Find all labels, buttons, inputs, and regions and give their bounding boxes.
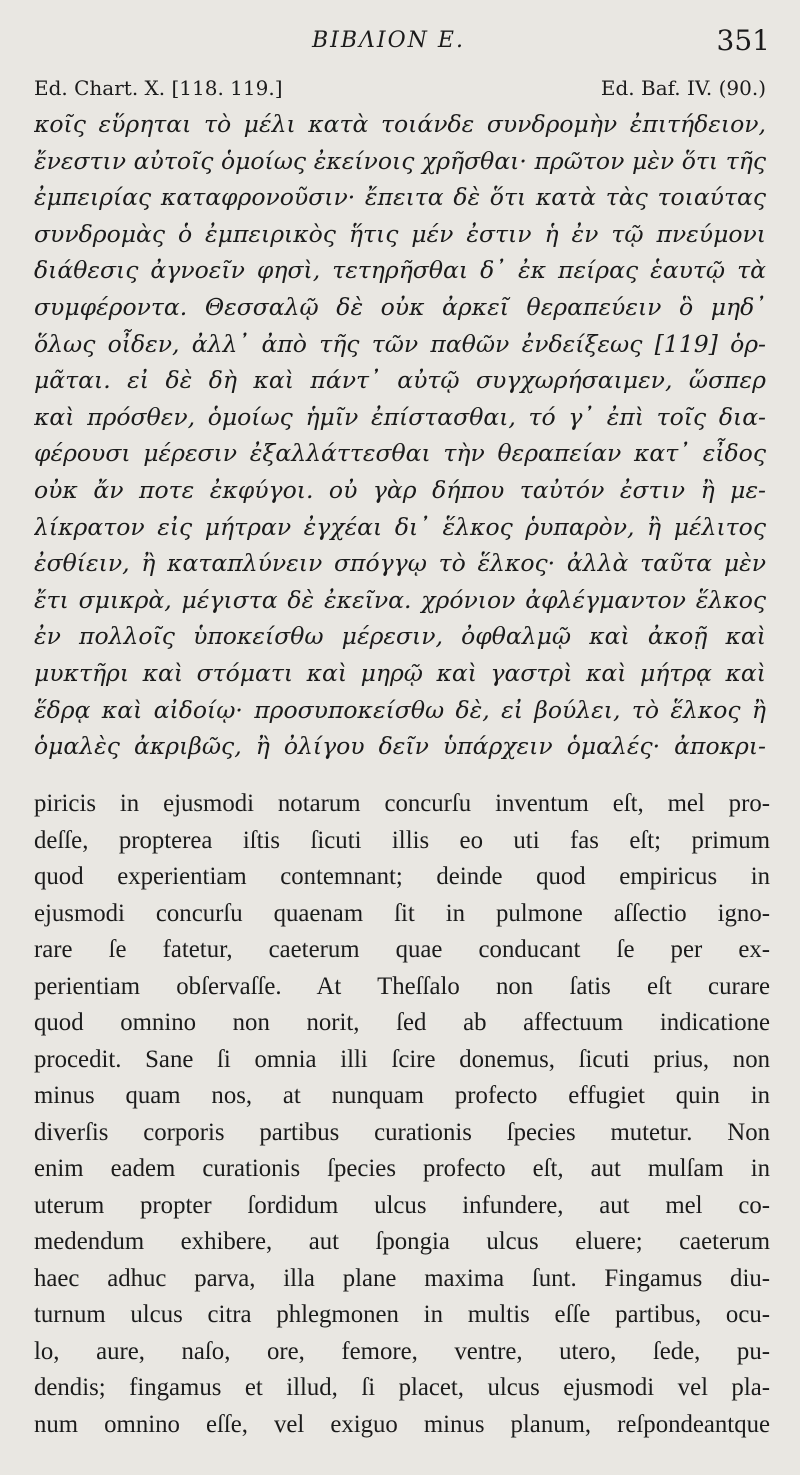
latin-line: enim eadem curationis ſpecies profecto eſt, aut mulſam in bbox=[34, 1155, 770, 1182]
latin-line: procedit. Sane ſi omnia illi ſcire donemus, ſicuti prius, non bbox=[34, 1045, 770, 1073]
greek-line: ἐμπειρίας καταφρονοῦσιν· ἔπειτα δὲ ὅτι κατὰ τὰς τοιαύτας bbox=[34, 183, 766, 212]
running-head bbox=[0, 24, 800, 62]
latin-line: diverſis corporis partibus curationis ſpecies mutetur. Non bbox=[34, 1118, 770, 1146]
greek-line: διάθεσις ἀγνοεῖν φησὶ, τετηρῆσθαι δ᾽ ἐκ πείρας ἑαυτῷ τὰ bbox=[34, 256, 766, 285]
greek-line: μᾶται. εἰ δὲ δὴ καὶ πάντ᾽ αὐτῷ συγχωρήσαιμεν, ὥσπερ bbox=[34, 366, 766, 395]
greek-line: οὐκ ἄν ποτε ἐκφύγοι. οὐ γὰρ δήπου ταὐτόν ἐστιν ἢ με- bbox=[34, 475, 766, 504]
latin-line: rare ſe fatetur, caeterum quae conducant ſe per ex- bbox=[34, 936, 770, 963]
latin-line: haec adhuc parva, illa plane maxima ſunt. Fingamus diu- bbox=[34, 1264, 770, 1292]
basel-edition-reference: Ed. Baf. IV. (90.) bbox=[600, 76, 766, 100]
greek-line: φέρουσι μέρεσιν ἐξαλλάττεσθαι τὴν θεραπείαν κατ᾽ εἶδος bbox=[34, 439, 766, 468]
latin-line: perientiam obſervaſſe. At Theſſalo non ſatis eſt curare bbox=[34, 972, 770, 1000]
greek-line: κοῖς εὕρηται τὸ μέλι κατὰ τοιάνδε συνδρομὴν ἐπιτήδειον, bbox=[34, 110, 766, 138]
greek-line: μυκτῆρι καὶ στόματι καὶ μηρῷ καὶ γαστρὶ καὶ μήτρᾳ καὶ bbox=[34, 658, 766, 687]
running-title: BIBΛΙΟΝ Ε. bbox=[312, 28, 465, 53]
greek-line: ἐσθίειν, ἢ καταπλύνειν σπόγγῳ τὸ ἕλκος· ἀλλὰ ταῦτα μὲν bbox=[34, 549, 766, 578]
latin-line: turnum ulcus citra phlegmonen in multis eſſe partibus, ocu- bbox=[34, 1301, 770, 1328]
greek-line: ἐν πολλοῖς ὑποκείσθω μέρεσιν, ὀφθαλμῷ καὶ ἀκοῇ καὶ bbox=[34, 622, 766, 651]
edition-references bbox=[34, 76, 766, 104]
greek-line: ἔνεστιν αὐτοῖς ὁμοίως ἐκείνοις χρῆσθαι· πρῶτον μὲν ὅτι τῆς bbox=[34, 146, 766, 175]
latin-line: minus quam nos, at nunquam profecto effugiet quin in bbox=[34, 1082, 770, 1109]
greek-line: συμφέροντα. Θεσσαλῷ δὲ οὐκ ἀρκεῖ θεραπεύειν ὃ μηδ᾽ bbox=[34, 292, 766, 321]
greek-text-block bbox=[34, 106, 766, 765]
latin-line: deſſe, propterea iſtis ſicuti illis eo uti fas eſt; primum bbox=[34, 826, 770, 854]
greek-line: καὶ πρόσθεν, ὁμοίως ἡμῖν ἐπίστασθαι, τό γ᾽ ἐπὶ τοῖς δια- bbox=[34, 402, 766, 431]
greek-line: ὁμαλὲς ἀκριβῶς, ἢ ὀλίγου δεῖν ὑπάρχειν ὁμαλές· ἀποκρι- bbox=[34, 732, 766, 761]
latin-line: uterum propter ſordidum ulcus infundere, aut mel co- bbox=[34, 1191, 770, 1219]
latin-line: num omnino eſſe, vel exiguo minus planum, reſpondeantque bbox=[34, 1410, 770, 1438]
latin-line: lo, aure, naſo, ore, femore, ventre, utero, ſede, pu- bbox=[34, 1337, 770, 1365]
greek-line: ὅλως οἶδεν, ἀλλ᾽ ἀπὸ τῆς τῶν παθῶν ἐνδείξεως [119] ὁρ- bbox=[34, 329, 766, 358]
page-number: 351 bbox=[716, 24, 770, 57]
latin-line: quod omnino non norit, ſed ab affectuum indicatione bbox=[34, 1009, 770, 1036]
latin-text-block bbox=[34, 786, 770, 1443]
greek-line: λίκρατον εἰς μήτραν ἐγχέαι δι᾽ ἕλκος ῥυπαρὸν, ἢ μέλιτος bbox=[34, 512, 766, 541]
latin-line: medendum exhibere, aut ſpongia ulcus eluere; caeterum bbox=[34, 1228, 770, 1255]
greek-line: ἔτι σμικρὰ, μέγιστα δὲ ἐκεῖνα. χρόνιον ἀφλέγμαντον ἕλκος bbox=[34, 585, 766, 614]
greek-line: ἕδρᾳ καὶ αἰδοίῳ· προσυποκείσθω δὲ, εἰ βούλει, τὸ ἕλκος ἢ bbox=[34, 695, 766, 724]
latin-line: quod experientiam contemnant; deinde quod empiricus in bbox=[34, 863, 770, 890]
greek-line: συνδρομὰς ὁ ἐμπειρικὸς ἥτις μέν ἐστιν ἡ ἐν τῷ πνεύμονι bbox=[34, 219, 766, 248]
latin-line: ejusmodi concurſu quaenam ſit in pulmone aſſectio igno- bbox=[34, 899, 770, 927]
latin-line: dendis; fingamus et illud, ſi placet, ulcus ejusmodi vel pla- bbox=[34, 1374, 770, 1401]
chartier-edition-reference: Ed. Chart. X. [118. 119.] bbox=[34, 76, 283, 100]
latin-line: piricis in ejusmodi notarum concurſu inventum eſt, mel pro- bbox=[34, 790, 770, 817]
